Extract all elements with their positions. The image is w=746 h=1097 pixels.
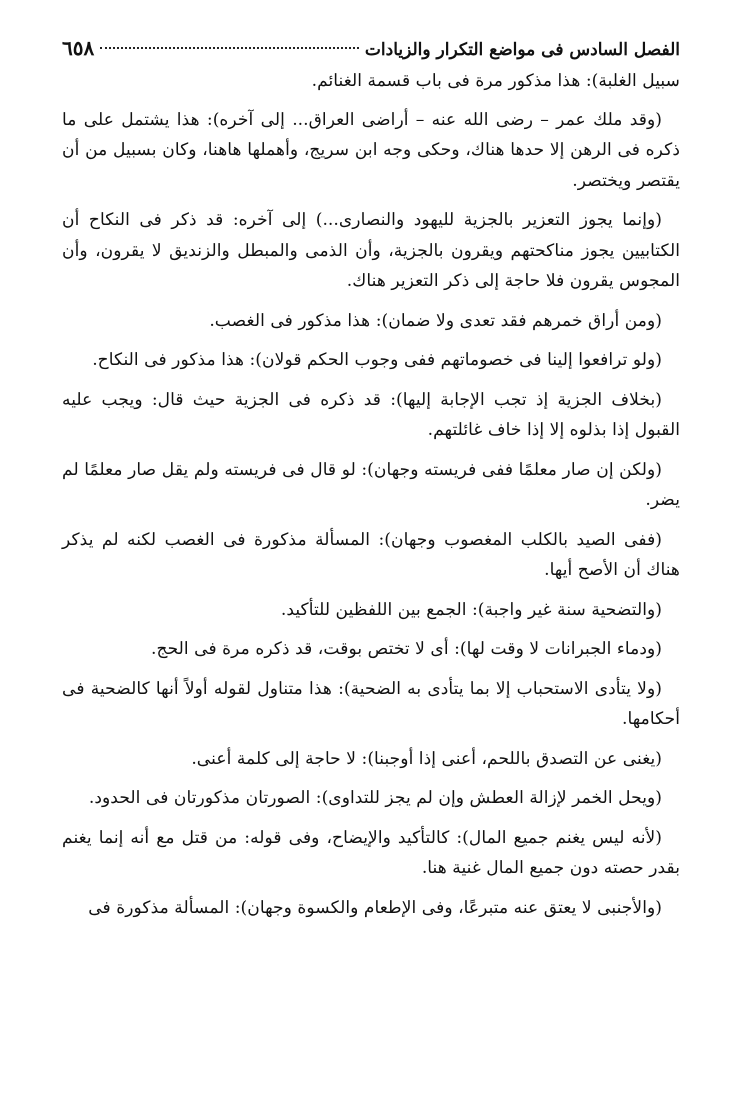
paragraph: سبيل الغلبة): هذا مذكور مرة فى باب قسمة الغنائم. [311,71,680,91]
paragraph: (وقد ملك عمر – رضى الله عنه – أراضى العراق... إلى آخره): هذا يشتمل على ما ذكره فى الرهن إلا حدها هناك، وحكى وجه ابن سريج، وأهملها هاهنا، وكان بسبيل من أن يقتصر ويختصر. [62,109,680,191]
paragraph: (لأنه ليس يغنم جميع المال): كالتأكيد والإيضاح، وفى قوله: من قتل مع أنه إنما يغنم بقدر حصته دون جميع المال غنية هنا. [62,827,680,878]
paragraph: (ودماء الجبرانات لا وقت لها): أى لا تختص بوقت، قد ذكره مرة فى الحج. [151,639,662,659]
paragraph: (ولا يتأدى الاستحباب إلا بما يتأدى به الضحية): هذا متناول لقوله أولاً أنها كالضحية فى أحكامها. [62,678,680,729]
paragraph: (ولو ترافعوا إلينا فى خصوماتهم ففى وجوب الحكم قولان): هذا مذكور فى النكاح. [92,350,662,370]
running-header [62,34,680,64]
book-page [62,34,680,932]
header-leader-dots [100,47,359,49]
chapter-title: الفصل السادس فى مواضع التكرار والزيادات [364,40,680,60]
paragraph: (ويحل الخمر لإزالة العطش وإن لم يجز للتداوى): الصورتان مذكورتان فى الحدود. [88,788,662,808]
paragraph: (ولكن إن صار معلمًا ففى فريسته وجهان): لو قال فى فريسته ولم يقل صار معلمًا لم يضر. [62,459,680,510]
page-number: ٦٥٨ [62,36,95,60]
paragraph: (ففى الصيد بالكلب المغصوب وجهان): المسألة مذكورة فى الغصب لكنه لم يذكر هناك أن الأصح أيها. [62,529,680,580]
paragraph: (بخلاف الجزية إذ تجب الإجابة إليها): قد ذكره فى الجزية حيث قال: ويجب عليه القبول إذا بذلوه إلا إذا خاف غائلتهم. [62,389,680,440]
paragraph: (والتضحية سنة غير واجبة): الجمع بين اللفظين للتأكيد. [280,599,662,620]
paragraph: (والأجنبى لا يعتق عنه متبرعًا، وفى الإطعام والكسوة وجهان): المسألة مذكورة فى [88,897,662,918]
paragraph: (وإنما يجوز التعزير بالجزية لليهود والنصارى...) إلى آخره: قد ذكر فى النكاح أن الكتابيين يجوز مناكحتهم ويقرون بالجزية، وأن الذمى والمبطل والزنديق لا يقرون، وأن المجوس يقرون فلا حاجة إلى ذكر التعزير هناك. [62,210,680,291]
paragraph: (ومن أراق خمرهم فقد تعدى ولا ضمان): هذا مذكور فى الغصب. [209,310,662,331]
paragraph: (يغنى عن التصدق باللحم، أعنى إذا أوجبنا): لا حاجة إلى كلمة أعنى. [191,748,662,769]
